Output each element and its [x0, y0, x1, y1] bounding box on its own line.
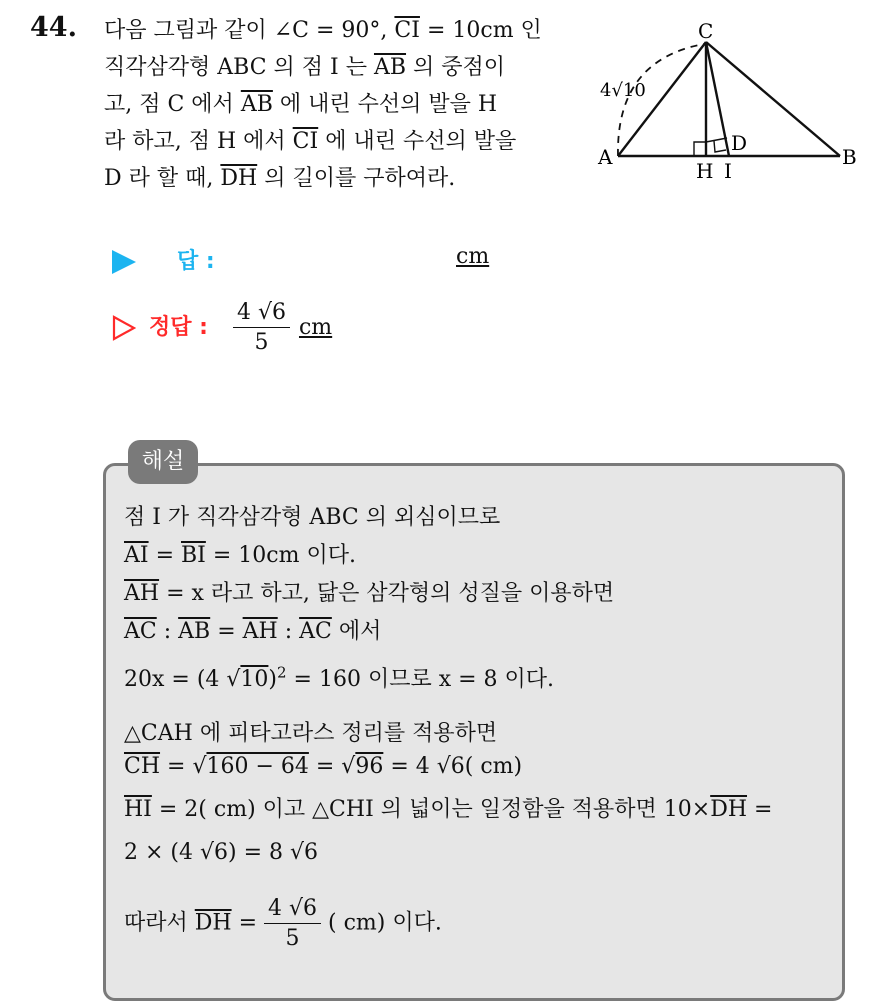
- problem-line-1: 다음 그림과 같이 ∠C = 90°, $\overline{CI} = 10cm$ 인: [104, 18, 542, 43]
- label-side-ac: 4√10: [600, 80, 646, 101]
- label-c: C: [698, 20, 714, 43]
- solution-line-2: $\overline{AI} = \overline{BI} = 10cm$ 이다.: [124, 543, 356, 568]
- right-angle-d: [714, 141, 726, 152]
- solution-line-5: 20x = (4 √10)$^2$ = 160 이므로 x = 8 이다.: [124, 663, 555, 692]
- problem-line-2: 직각삼각형 ABC 의 점 I 는 $\overline{AB}$ 의 중점이: [104, 55, 506, 80]
- answer-unit: cm: [456, 244, 490, 269]
- problem-text: [104, 12, 584, 197]
- solution-line-9: 2 × (4 √6) = 8 √6: [124, 840, 319, 865]
- label-h: H: [696, 159, 714, 180]
- solution-line-4: $\overline{AC}$ : $\overline{AB} = \overline{AH}$ : $\overline{AC}$ 에서: [124, 619, 382, 644]
- segment-hd: [706, 138, 727, 142]
- label-b: B: [842, 145, 857, 169]
- solution-fraction: $\frac{4 √6}{5}$: [264, 896, 321, 951]
- label-i: I: [724, 159, 732, 180]
- play-icon: [112, 250, 136, 274]
- solution-line-6: △CAH 에 피타고라스 정리를 적용하면: [124, 721, 498, 746]
- problem-number: 44.: [30, 12, 77, 43]
- solution-line-3: $\overline{AH} = x$ 라고 하고, 닮은 삼각형의 성질을 이용하면: [124, 581, 615, 606]
- problem-line-5: D 라 할 때, $\overline{DH}$ 의 길이를 구하여라.: [104, 166, 456, 191]
- solution-line-10: 따라서 $\overline{DH}$ = $\frac{4 √6}{5}$ ( cm) 이다.: [124, 896, 442, 951]
- answer-label: 답 :: [177, 249, 215, 274]
- label-a: A: [598, 145, 613, 169]
- solution-line-7: $\overline{CH} = √160 - 64 = √96 = 4$ √6( cm): [124, 754, 523, 779]
- correct-answer-unit: cm: [298, 314, 333, 340]
- correct-answer-fraction: $\frac{4 √6}{5}$: [233, 300, 290, 355]
- right-angle-h: [694, 142, 706, 156]
- solution-tag: 해설: [128, 440, 198, 484]
- answer-row: [112, 244, 215, 275]
- solution-line-1: 점 I 가 직각삼각형 ABC 의 외심이므로: [124, 505, 501, 530]
- solution-line-8: $\overline{HI} = 2$( cm) 이고 △CHI 의 넓이는 일정함을 적용하면 $10\times\overline{DH}$ =: [124, 797, 773, 822]
- correct-answer-row: [112, 300, 332, 355]
- correct-answer-label: 정답 :: [149, 314, 208, 340]
- label-d: D: [731, 131, 748, 155]
- triangle-figure: [594, 20, 864, 180]
- problem-line-3: 고, 점 C 에서 $\overline{AB}$ 에 내린 수선의 발을 H: [104, 92, 498, 117]
- outline-play-icon: [112, 315, 136, 341]
- problem-line-4: 라 하고, 점 H 에서 $\overline{CI}$ 에 내린 수선의 발을: [104, 129, 517, 154]
